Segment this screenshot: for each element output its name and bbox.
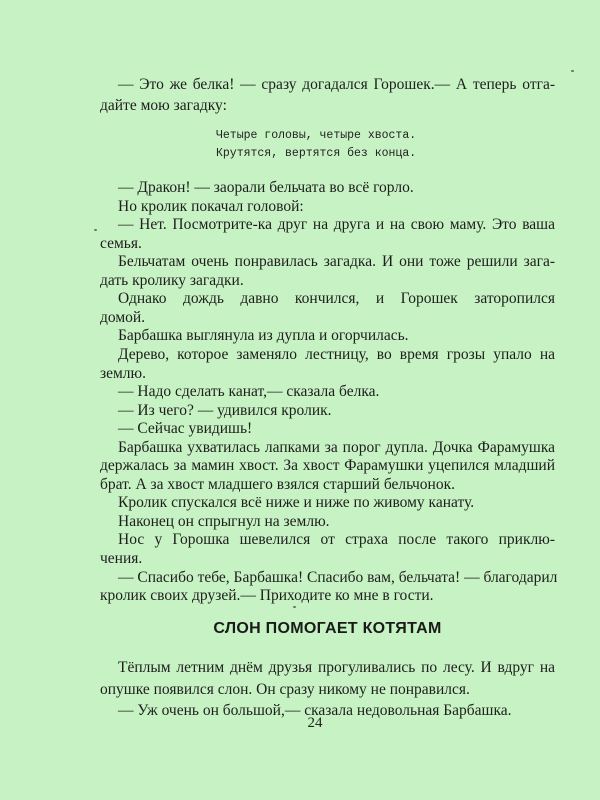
text-line: Однако дождь давно кончился, и Горошек заторопился xyxy=(118,290,555,307)
text-line: брат. А за хвост младшего взялся старший бельчонок. xyxy=(100,476,456,493)
text-line: — Надо сделать канат,— сказала белка. xyxy=(118,383,380,400)
text-line: держалась за мамин хвост. За хвост Фарамушки уцепился младший xyxy=(100,457,555,474)
text-line: Барбашка ухватилась лапками за порог дупла. Дочка Фарамушка xyxy=(118,439,555,456)
poem-line: Четыре головы, четыре хвоста. xyxy=(216,129,417,142)
page-number: 24 xyxy=(307,715,323,731)
text-line: кролик своих друзей.— Приходите ко мне в гости. xyxy=(100,587,434,604)
text-line: — Сейчас увидишь! xyxy=(118,420,253,437)
text-line: опушке появился слон. Он сразу никому не понравился. xyxy=(100,681,470,698)
text-line: дайте мою загадку: xyxy=(100,97,227,114)
print-speck xyxy=(94,229,97,231)
text-line: — Из чего? — удивился кролик. xyxy=(118,402,332,419)
riddle-poem xyxy=(216,127,416,163)
text-line: — Дракон! — заорали бельчата во всё горло. xyxy=(118,179,414,196)
text-line: Бельчатам очень понравилась загадка. И они тоже решили зага- xyxy=(118,253,555,270)
text-line: — Нет. Посмотрите-ка друг на друга и на свою маму. Это ваша xyxy=(118,216,555,233)
text-line: Барбашка выглянула из дупла и огорчилась. xyxy=(118,327,409,344)
text-line: — Спасибо тебе, Барбашка! Спасибо вам, бельчата! — благодарил xyxy=(118,569,558,586)
text-line: — Это же белка! — сразу догадался Горошек.— А теперь отга- xyxy=(118,76,555,93)
text-line: семья. xyxy=(100,235,142,252)
print-speck xyxy=(293,606,296,608)
text-line: Дерево, которое заменяло лестницу, во время грозы упало на xyxy=(118,346,555,363)
text-line: землю. xyxy=(100,365,147,382)
text-line: чения. xyxy=(100,550,143,567)
poem-line: Крутятся, вертятся без конца. xyxy=(216,147,417,160)
text-line: Но кролик покачал головой: xyxy=(118,198,304,215)
text-line: Нос у Горошка шевелился от страха после такого приклю- xyxy=(118,531,555,548)
text-line: Тёплым летним днём друзья прогуливались по лесу. И вдруг на xyxy=(118,659,555,676)
text-line: Кролик спускался всё ниже и ниже по живому канату. xyxy=(118,494,475,511)
text-line: дать кролику загадки. xyxy=(100,272,244,289)
text-line: — Уж очень он большой,— сказала недовольная Барбашка. xyxy=(118,702,512,719)
text-line: домой. xyxy=(100,309,146,326)
chapter-heading: СЛОН ПОМОГАЕТ КОТЯТАМ xyxy=(213,620,442,637)
text-line: Наконец он спрыгнул на землю. xyxy=(118,513,330,530)
print-speck xyxy=(571,70,574,72)
